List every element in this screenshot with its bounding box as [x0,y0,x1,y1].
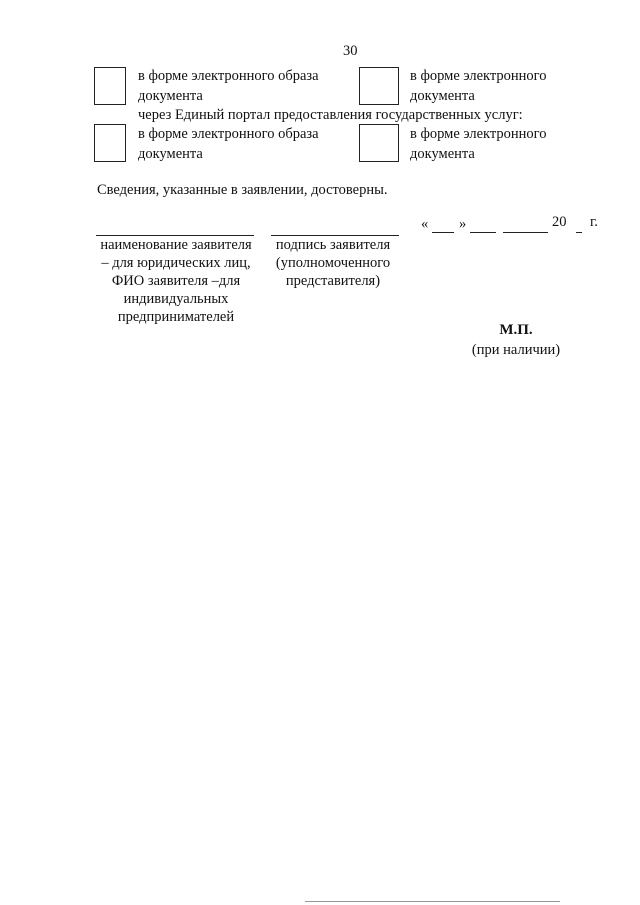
date-day-line[interactable] [432,232,454,233]
date-year-prefix: 20 [552,214,567,230]
signature-line[interactable] [271,235,399,236]
applicant-caption-line-4: индивидуальных [123,291,229,307]
portal-label: через Единый портал предоставления государственных услуг: [138,107,523,123]
option-label-electronic-document-2-line1: в форме электронного [410,126,547,142]
applicant-caption-line-3: ФИО заявителя –для [111,273,241,289]
scan-edge-line [305,901,560,902]
date-close-quote: » [459,216,467,232]
option-label-electronic-document-1-line2: документа [410,88,475,104]
checkbox-electronic-image-1[interactable] [94,67,126,105]
date-year-suffix: г. [590,214,598,230]
applicant-name-line[interactable] [96,235,254,236]
option-label-electronic-image-1-line1: в форме электронного образа [138,68,319,84]
stamp-label: М.П. [499,322,533,338]
statement-text: Сведения, указанные в заявлении, достоверны. [97,182,388,198]
option-label-electronic-document-2-line2: документа [410,146,475,162]
applicant-caption-line-1: наименование заявителя [100,237,252,253]
option-label-electronic-image-2-line2: документа [138,146,203,162]
checkbox-electronic-image-2[interactable] [94,124,126,162]
signature-caption-line-1: подпись заявителя [275,237,391,253]
signature-caption-line-3: представителя) [285,273,381,289]
applicant-caption-line-5: предпринимателей [117,309,235,325]
applicant-caption-line-2: – для юридических лиц, [101,255,251,271]
checkbox-electronic-document-2[interactable] [359,124,399,162]
option-label-electronic-document-1-line1: в форме электронного [410,68,547,84]
option-label-electronic-image-2-line1: в форме электронного образа [138,126,319,142]
date-open-quote: « [421,216,429,232]
stamp-note: (при наличии) [471,342,561,358]
signature-caption-line-2: (уполномоченного [275,255,391,271]
page-number: 30 [343,43,358,59]
checkbox-electronic-document-1[interactable] [359,67,399,105]
date-month-line-b[interactable] [503,232,548,233]
date-month-line-a[interactable] [470,232,496,233]
date-year-line[interactable] [576,232,582,233]
option-label-electronic-image-1-line2: документа [138,88,203,104]
